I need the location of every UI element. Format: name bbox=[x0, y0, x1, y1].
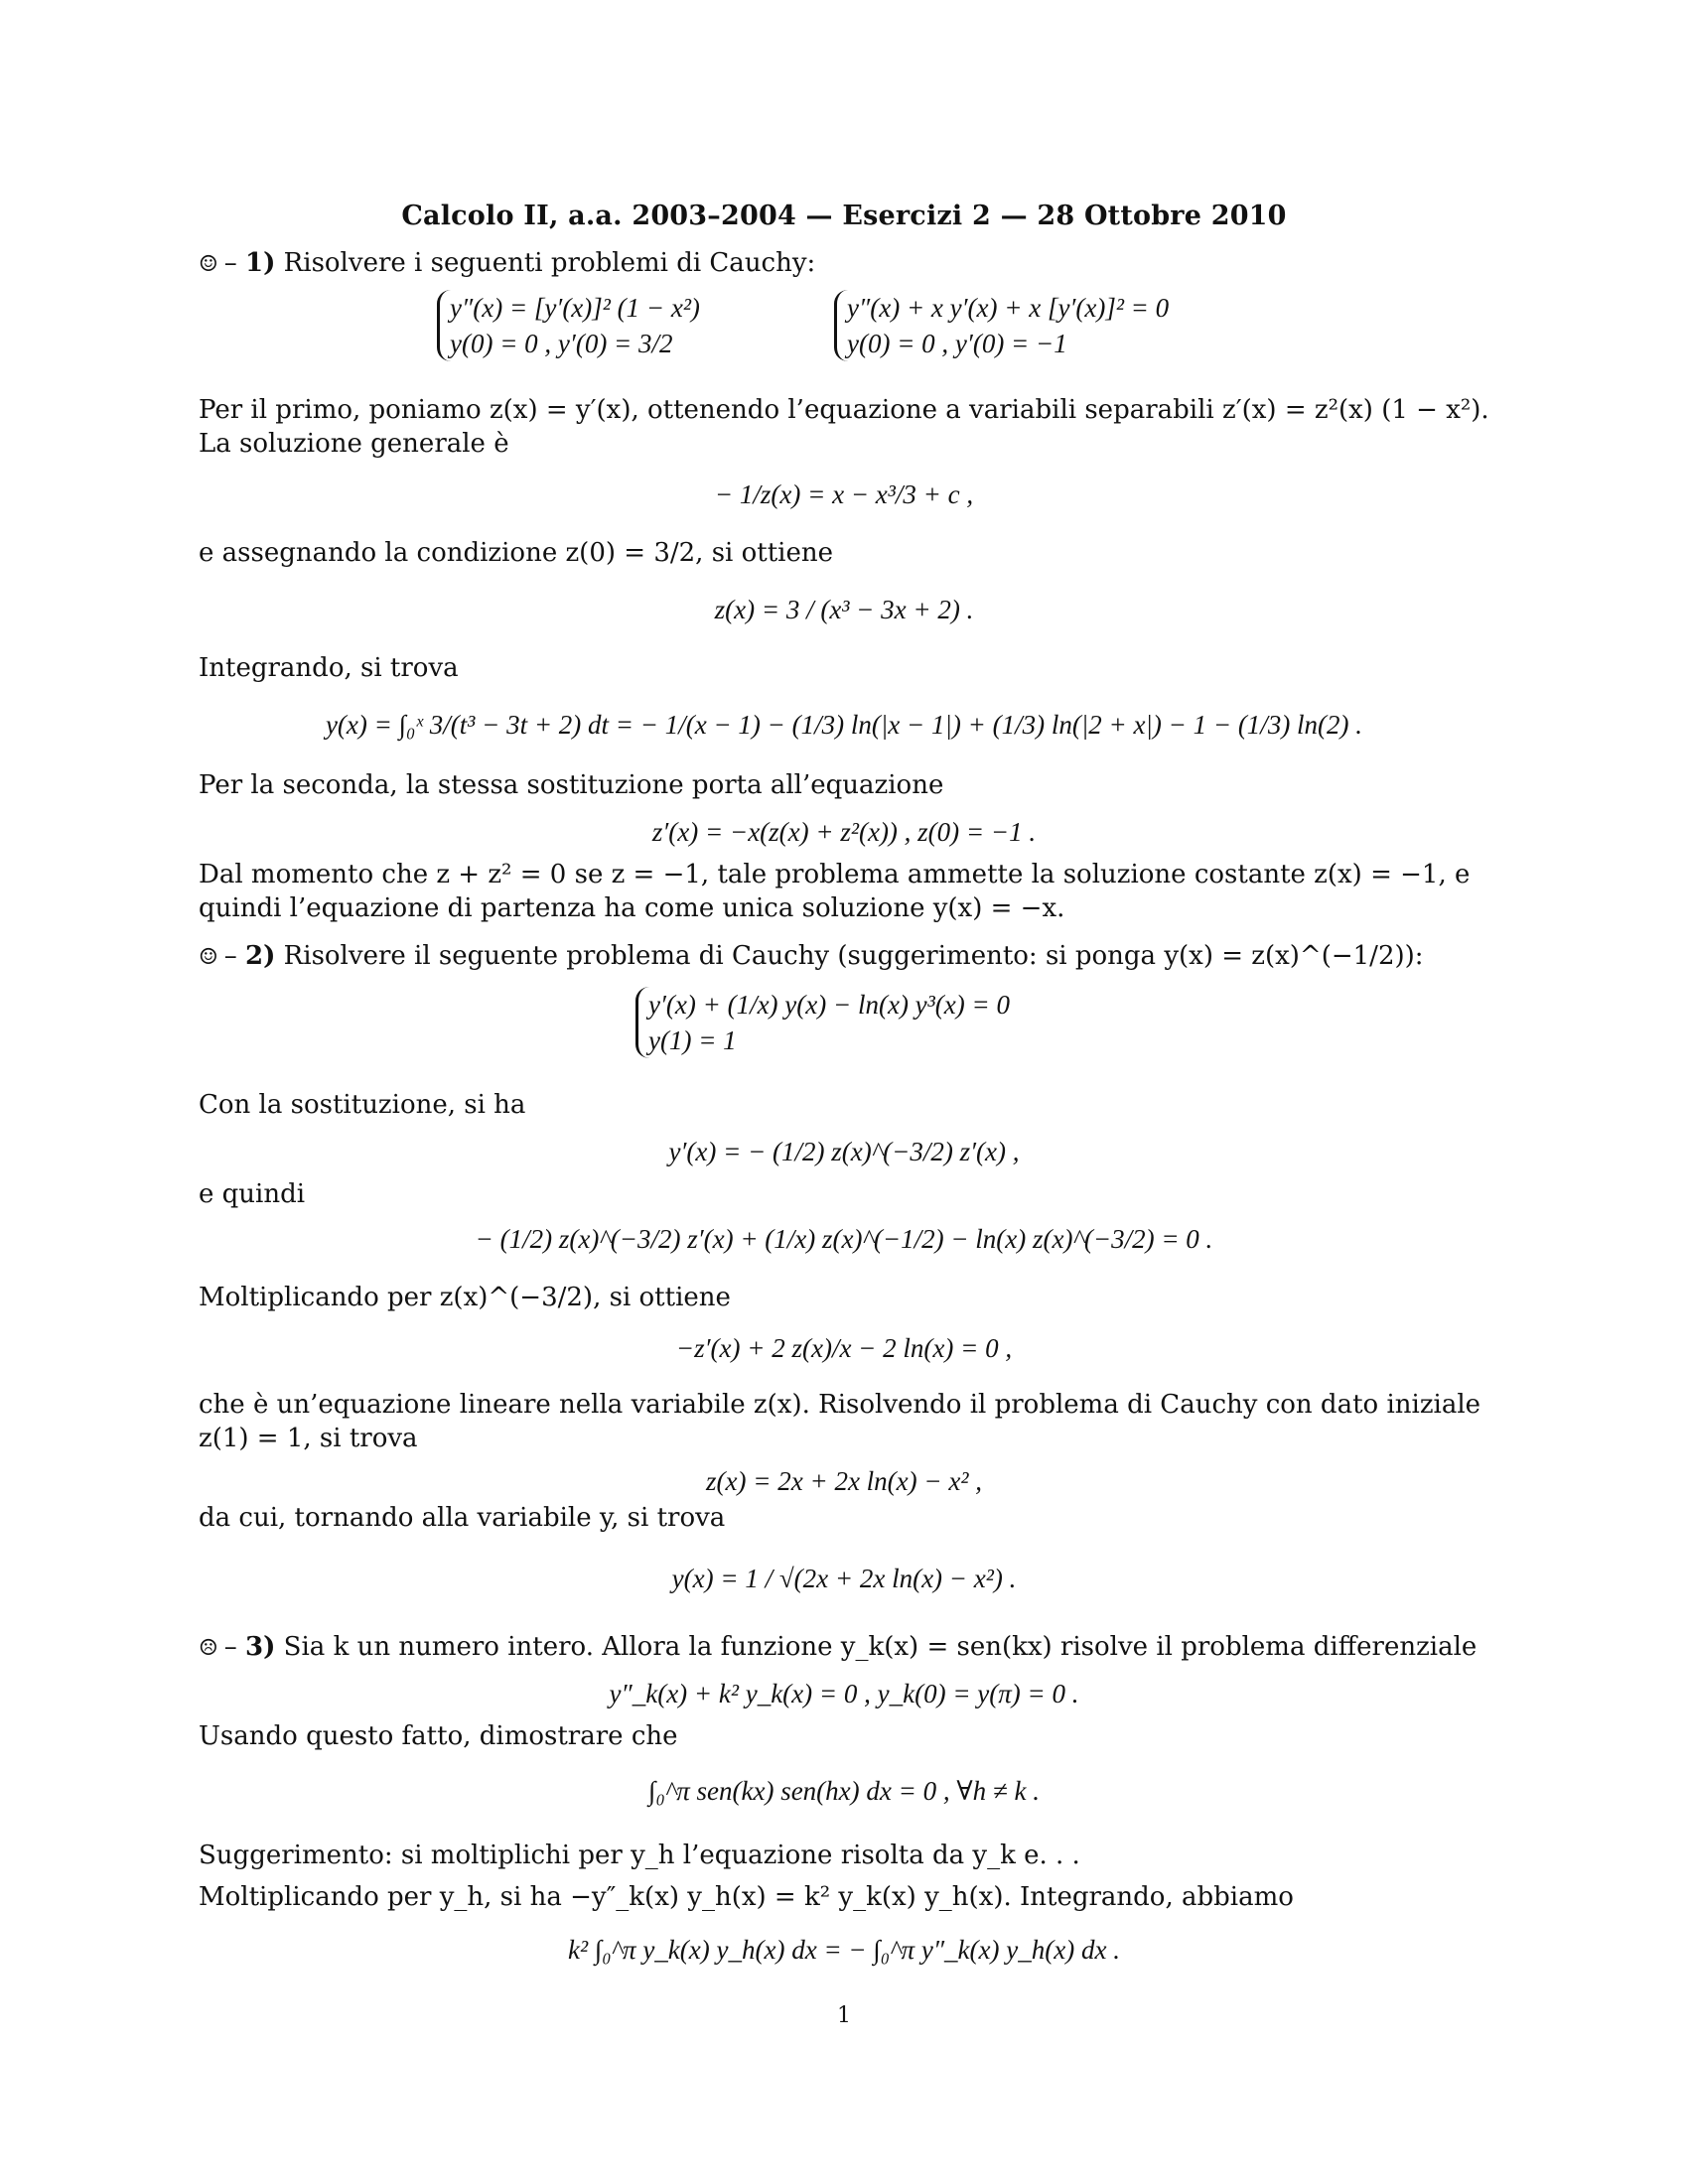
ex3-paragraph-1: Usando questo fatto, dimostrare che bbox=[199, 1721, 678, 1751]
cauchy-system-ex2 bbox=[635, 987, 1010, 1058]
exercise-3-number: 3) bbox=[245, 1632, 276, 1662]
ex2-equation-5: y(x) = 1 / √(2x + 2x ln(x) − x²) . bbox=[671, 1564, 1017, 1593]
system-b-line-1: y″(x) + x y′(x) + x [y′(x)]² = 0 bbox=[847, 293, 1170, 323]
exercise-1-text: Risolvere i seguenti problemi di Cauchy: bbox=[283, 248, 816, 278]
exercise-1-heading bbox=[199, 246, 1489, 282]
ex2-equation-4: z(x) = 2x + 2x ln(x) − x² , bbox=[706, 1466, 982, 1496]
page-number: 1 bbox=[837, 2003, 851, 2028]
exercise-1-number: 1) bbox=[245, 248, 276, 278]
document-title: Calcolo II, a.a. 2003–2004 — Esercizi 2 — 28 Ottobre 2010 bbox=[401, 201, 1287, 231]
cauchy-system-a bbox=[437, 290, 700, 361]
exercise-3-text: Sia k un numero intero. Allora la funzione y_k(x) = sen(kx) risolve il problema differenziale bbox=[283, 1632, 1477, 1662]
ex3-equation-3: k² ∫₀^π y_k(x) y_h(x) dx = − ∫₀^π y″_k(x) y_h(x) dx . bbox=[568, 1935, 1120, 1965]
ex1-paragraph-5: Dal momento che z + z² = 0 se z = −1, tale problema ammette la soluzione costante z(x) = −1, e quindi l’equazione di partenza ha come unica soluzione y(x) = −x. bbox=[199, 860, 1471, 923]
ex1-paragraph-1: Per il primo, poniamo z(x) = y′(x), ottenendo l’equazione a variabili separabili z′(x) = z²(x) (1 − x²). La soluzione generale è bbox=[199, 395, 1489, 459]
ex1-paragraph-4: Per la seconda, la stessa sostituzione porta all’equazione bbox=[199, 770, 944, 800]
ex3-paragraph-2: Suggerimento: si moltiplichi per y_h l’equazione risolta da y_k e. . . bbox=[199, 1841, 1080, 1870]
ex2-paragraph-3: Moltiplicando per z(x)^(−3/2), si ottiene bbox=[199, 1283, 731, 1312]
ex2-paragraph-4: che è un’equazione lineare nella variabile z(x). Risolvendo il problema di Cauchy con dato iniziale z(1) = 1, si trova bbox=[199, 1390, 1481, 1453]
exercise-2-dash: – bbox=[223, 941, 245, 971]
ex1-equation-3: y(x) = ∫₀ˣ 3/(t³ − 3t + 2) dt = − 1/(x − 1) − (1/3) ln(|x − 1|) + (1/3) ln(|2 + x|) − 1 − (1/3) ln(2) . bbox=[325, 710, 1363, 740]
exercise-2-number: 2) bbox=[245, 941, 276, 971]
exercise-2-text: Risolvere il seguente problema di Cauchy (suggerimento: si ponga y(x) = z(x)^(−1/2)): bbox=[283, 941, 1424, 971]
exercise-3-dash: – bbox=[223, 1632, 245, 1662]
ex1-equation-2: z(x) = 3 / (x³ − 3x + 2) . bbox=[714, 595, 974, 624]
system-ex2-line-2: y(1) = 1 bbox=[648, 1025, 737, 1055]
system-a-line-1: y″(x) = [y′(x)]² (1 − x²) bbox=[450, 293, 700, 323]
ex2-equation-1: y′(x) = − (1/2) z(x)^(−3/2) z′(x) , bbox=[668, 1137, 1020, 1166]
ex2-equation-3: −z′(x) + 2 z(x)/x − 2 ln(x) = 0 , bbox=[675, 1333, 1013, 1363]
cauchy-system-b bbox=[834, 290, 1169, 361]
ex1-paragraph-2: e assegnando la condizione z(0) = 3/2, si ottiene bbox=[199, 538, 834, 568]
ex3-paragraph-3: Moltiplicando per y_h, si ha −y″_k(x) y_h(x) = k² y_k(x) y_h(x). Integrando, abbiamo bbox=[199, 1882, 1294, 1912]
exercise-2-heading bbox=[199, 939, 1489, 975]
system-a-line-2: y(0) = 0 , y′(0) = 3/2 bbox=[450, 329, 673, 358]
ex3-equation-1: y″_k(x) + k² y_k(x) = 0 , y_k(0) = y(π) = 0 . bbox=[609, 1679, 1079, 1708]
ex2-paragraph-5: da cui, tornando alla variabile y, si trova bbox=[199, 1503, 726, 1533]
smiley-face-icon: ☺ bbox=[199, 252, 218, 277]
smiley-face-icon: ☺ bbox=[199, 945, 218, 970]
system-ex2-line-1: y′(x) + (1/x) y(x) − ln(x) y³(x) = 0 bbox=[648, 990, 1010, 1020]
ex2-equation-2: − (1/2) z(x)^(−3/2) z′(x) + (1/x) z(x)^(−1/2) − ln(x) z(x)^(−3/2) = 0 . bbox=[475, 1224, 1213, 1254]
ex1-equation-1: − 1/z(x) = x − x³/3 + c , bbox=[714, 479, 974, 509]
sad-face-icon: ☹ bbox=[199, 1636, 218, 1661]
ex3-equation-2: ∫₀^π sen(kx) sen(hx) dx = 0 , ∀h ≠ k . bbox=[648, 1776, 1040, 1806]
ex1-equation-4: z′(x) = −x(z(x) + z²(x)) , z(0) = −1 . bbox=[651, 817, 1037, 847]
system-b-line-2: y(0) = 0 , y′(0) = −1 bbox=[847, 329, 1067, 358]
exercise-3-heading bbox=[199, 1630, 1489, 1666]
ex1-paragraph-3: Integrando, si trova bbox=[199, 653, 459, 683]
ex2-paragraph-1: Con la sostituzione, si ha bbox=[199, 1090, 526, 1120]
exercise-1-dash: – bbox=[223, 248, 245, 278]
ex2-paragraph-2: e quindi bbox=[199, 1179, 306, 1209]
